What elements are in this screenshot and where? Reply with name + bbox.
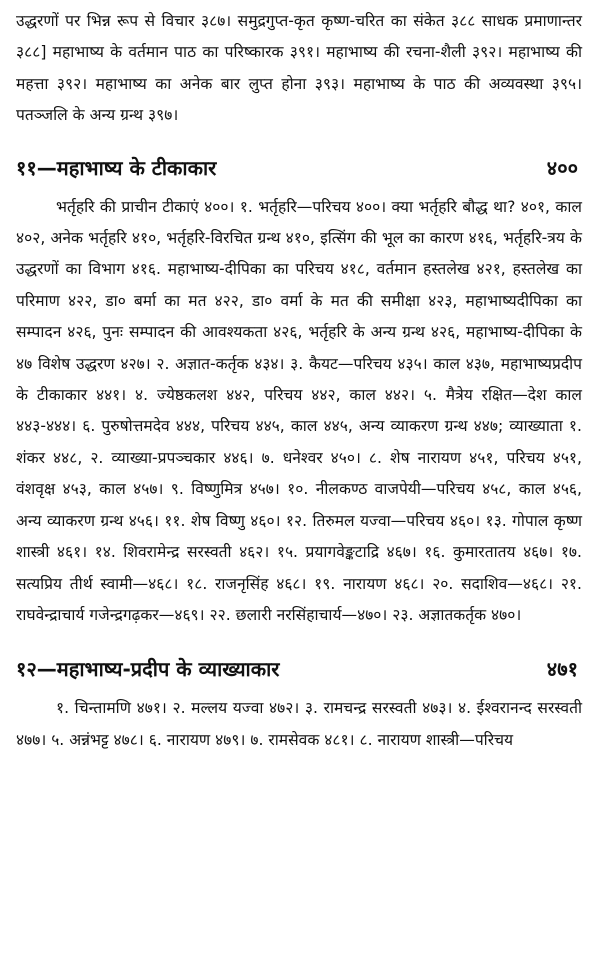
intro-paragraph: उद्धरणों पर भिन्न रूप से विचार ३८७। समुद्रगुप्त-कृत कृष्ण-चरित का संकेत ३८८ साधक प्रमाणान्तर ३८८] महाभाष्य के वर्तमान पाठ का परिष्कारक ३९१। महाभाष्य की रचना-शैली ३९२। महाभाष्य की महत्ता ३९२। महाभाष्य का अनेक बार लुप्त होना ३९३। महाभाष्य के पाठ की अव्यवस्था ३९५। पतञ्जलि के अन्य ग्रन्थ ३९७। — [16, 12, 582, 125]
section-title-11: ११—महाभाष्य के टीकाकार — [16, 155, 217, 180]
section-heading-12 — [16, 653, 582, 685]
section-page-12: ४७१ — [546, 657, 578, 682]
section-body-12: १. चिन्तामणि ४७१। २. मल्लय यज्वा ४७२। ३. रामचन्द्र सरस्वती ४७३। ४. ईश्वरानन्द सरस्वती ४७७। ५. अन्नंभट्ट ४७८। ६. नारायण ४७९। ७. रामसेवक ४८१। ८. नारायण शास्त्री—परिचय — [16, 699, 582, 749]
section-body-11: भर्तृहरि की प्राचीन टीकाएं ४००। १. भर्तृहरि—परिचय ४००। क्या भर्तृहरि बौद्ध था? ४०१, काल ४०२, अनेक भर्तृहरि ४१०, भर्तृहरि-विरचित ग्रन्थ ४१०, इत्सिंग की भूल का कारण ४१६, भर्तृहरि-त्रय के उद्धरणों का विभाग ४१६. महाभाष्य-दीपिका का परिचय ४१८, वर्तमान हस्तलेख ४२१, हस्तलेख का परिमाण ४२२, डा० बर्मा का मत ४२२, डा० वर्मा के मत की समीक्षा ४२३, महाभाष्यदीपिका का सम्पादन ४२६, पुनः सम्पादन की आवश्यकता ४२६, भर्तृहरि के अन्य ग्रन्थ ४२६, महाभाष्य-दीपिका के ४७ विशेष उद्धरण ४२७। २. अज्ञात-कर्तृक ४३४। ३. कैयट—परिचय ४३५। काल ४३७, महाभाष्यप्रदीप के टीकाकार ४४१। ४. ज्येष्ठकलश ४४२, परिचय ४४२, काल ४४२। ५. मैत्रेय रक्षित—देश काल ४४३-४४४। ६. पुरुषोत्तमदेव ४४४, परिचय ४४५, काल ४४५, अन्य व्याकरण ग्रन्थ ४४७; व्याख्याता १. शंकर ४४८, २. व्याख्या-प्रपञ्चकार ४४६। ७. धनेश्वर ४५०। ८. शेष नारायण ४५१, परिचय ४५१, वंशवृक्ष ४५३, काल ४५७। ९. विष्णुमित्र ४५७। १०. नीलकण्ठ वाजपेयी—परिचय ४५८, काल ४५६, अन्य व्याकरण ग्रन्थ ४५६। ११. शेष विष्णु ४६०। १२. तिरुमल यज्वा—परिचय ४६०। १३. गोपाल कृष्ण शास्त्री ४६१। १४. शिवरामेन्द्र सरस्वती ४६२। १५. प्रयागवेङ्कटाद्रि ४६७। १६. कुमारतातय ४६७। १७. सत्यप्रिय तीर्थ स्वामी—४६८। १८. राजनृसिंह ४६८। १९. नारायण ४६८। २०. सदाशिव—४६८। २१. राघवेन्द्राचार्य गजेन्द्रगढ़कर—४६९। २२. छलारी नरसिंहाचार्य—४७०। २३. अज्ञातकर्तृक ४७०। — [16, 197, 582, 624]
section-page-11: ४०० — [546, 155, 578, 180]
section-title-12: १२—महाभाष्य-प्रदीप के व्याख्याकार — [16, 657, 280, 682]
book-page — [16, 6, 582, 756]
section-heading-11 — [16, 152, 582, 184]
